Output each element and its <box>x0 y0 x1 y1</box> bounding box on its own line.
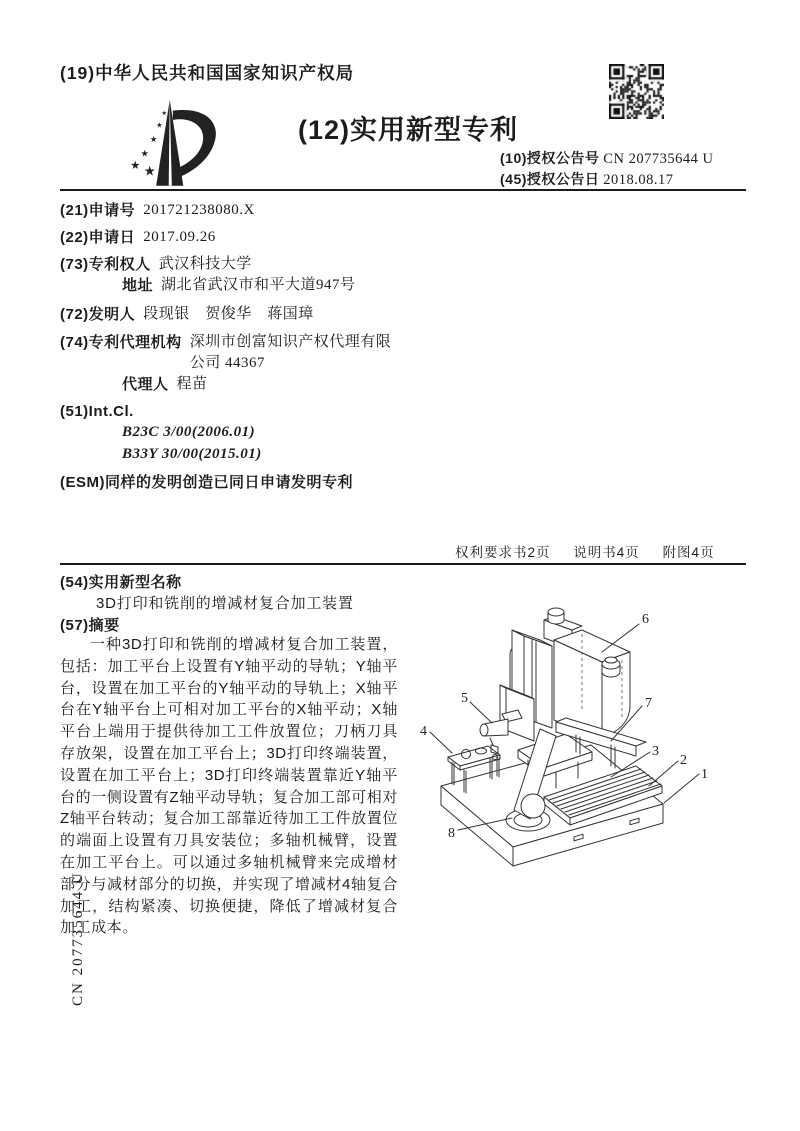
agency-row <box>60 332 392 374</box>
fig-label-1: 1 <box>701 767 708 782</box>
intcl-entry-1: B23C 3/00(2006.01) <box>122 424 256 440</box>
publication-number-label: (10)授权公告号 <box>500 150 600 166</box>
application-number-label: (21)申请号 <box>60 202 136 219</box>
application-date-value: 2017.09.26 <box>143 229 216 245</box>
publication-date-value: 2018.08.17 <box>603 172 674 188</box>
publication-number-line <box>500 148 713 168</box>
fig-label-7: 7 <box>645 696 652 711</box>
pages-count-line <box>455 541 733 561</box>
application-date-label: (22)申请日 <box>60 229 136 246</box>
qr-code <box>609 64 664 119</box>
fig-label-3: 3 <box>652 744 659 759</box>
svg-text:★: ★ <box>156 120 163 130</box>
publication-number-value: CN 207735644 U <box>603 151 714 167</box>
bibliographic-block <box>60 200 392 493</box>
intcl-row <box>60 401 392 422</box>
cnipa-logo <box>116 96 236 197</box>
esm-note: (ESM)同样的发明创造已同日申请发明专利 <box>60 474 353 491</box>
inventors-value: 段现银 贺俊华 蒋国璋 <box>143 306 314 322</box>
publication-date-label: (45)授权公告日 <box>500 171 600 187</box>
patentee-value: 武汉科技大学 <box>158 256 252 272</box>
application-date-row <box>60 227 392 248</box>
body-divider <box>60 563 746 565</box>
header-divider <box>60 189 746 191</box>
invention-title: 3D打印和铣削的增减材复合加工装置 <box>96 595 354 612</box>
title-section-label: (54)实用新型名称 <box>60 574 182 591</box>
agency-value: 深圳市创富知识产权代理有限公司 44367 <box>189 334 392 371</box>
inventors-label: (72)发明人 <box>60 306 136 323</box>
document-type-title: (12)实用新型专利 <box>298 115 519 145</box>
fig-label-2: 2 <box>680 753 687 768</box>
fig-label-6: 6 <box>642 612 649 627</box>
fig-arm-joint <box>521 794 545 818</box>
intcl-entry-2: B33Y 30/00(2015.01) <box>122 446 262 462</box>
patent-drawing <box>406 590 766 885</box>
issuing-office: (19)中华人民共和国国家知识产权局 <box>60 63 355 83</box>
svg-text:★: ★ <box>140 147 149 159</box>
address-row <box>122 275 392 296</box>
application-number-value: 201721238080.X <box>143 202 255 218</box>
claims-pages: 权利要求书2页 <box>455 545 551 560</box>
svg-text:★: ★ <box>143 163 156 179</box>
address-value: 湖北省武汉市和平大道947号 <box>161 277 356 293</box>
publication-date-line <box>500 169 674 189</box>
svg-text:★: ★ <box>130 160 141 173</box>
fig-label-8: 8 <box>448 826 455 841</box>
agent-value: 程苗 <box>176 376 208 392</box>
application-number-row <box>60 200 392 221</box>
description-pages: 说明书4页 <box>573 545 640 560</box>
fig-label-5: 5 <box>461 691 468 706</box>
svg-text:★: ★ <box>161 109 168 117</box>
doc-number-vertical: CN 207735644 U <box>70 871 86 1006</box>
agency-label: (74)专利代理机构 <box>60 334 182 351</box>
inventors-row <box>60 304 392 325</box>
drawings-pages: 附图4页 <box>662 545 715 560</box>
agent-label: 代理人 <box>122 376 169 393</box>
abstract-section-label: (57)摘要 <box>60 617 120 634</box>
svg-text:★: ★ <box>149 133 158 144</box>
patentee-label: (73)专利权人 <box>60 256 151 273</box>
abstract-text: 一种3D打印和铣削的增减材复合加工装置，包括：加工平台上设置有Y轴平动的导轨；Y轴平台，设置在加工平台的Y轴平动的导轨上；X轴平台在Y轴平台上可相对加工平台的X轴平动；X轴平台上端用于提供待加工工件放置位；刀柄刀具存放架，设置在加工平台上；3D打印终端装置，设置在加工平台上；3D打印终端装置靠近Y轴平台的一侧设置有Z轴平动导轨；复合加工部可相对Z轴平台转动；复合加工部靠近待加工工件放置位的端面上设置有刀具安装位；多轴机械臂，设置在加工平台上。可以通过多轴机械臂来完成增材部分与减材部分的切换，并实现了增减材4轴复合加工，结构紧凑、切换便捷，降低了增减材复合加工成本。 <box>60 636 398 937</box>
agent-row <box>122 374 392 395</box>
fig-label-4: 4 <box>420 724 427 739</box>
patentee-row <box>60 254 392 275</box>
address-label: 地址 <box>122 277 154 294</box>
intcl-label: (51)Int.Cl. <box>60 403 134 420</box>
